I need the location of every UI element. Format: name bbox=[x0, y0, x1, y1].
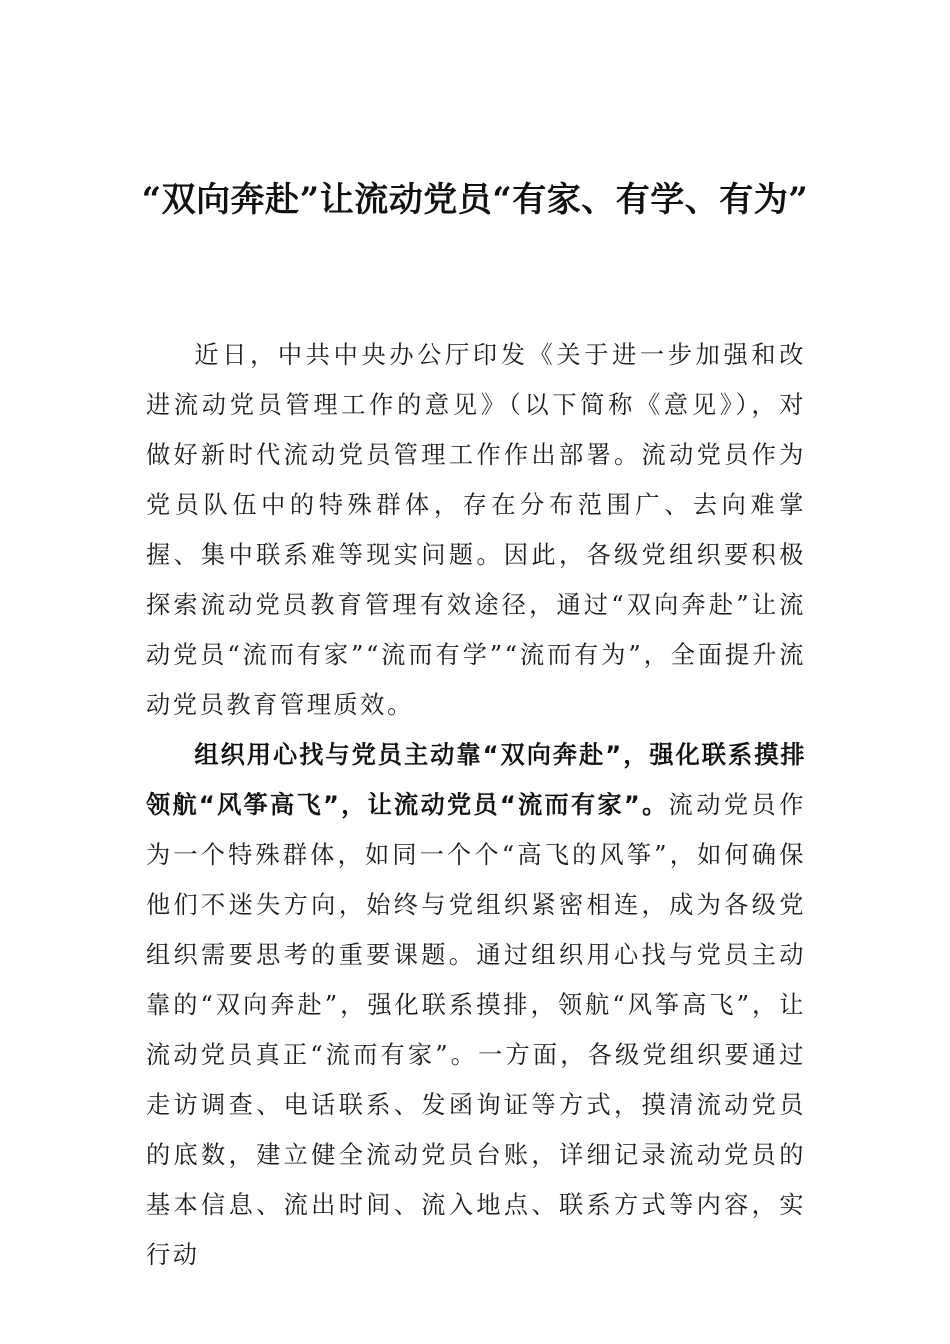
paragraph-section-one-lead: 组织用心找与党员主动靠“双向奔赴”，强化联系摸排领航“风筝高飞”，让流动党员“流而有家”。 bbox=[146, 741, 806, 819]
paragraph-section-one bbox=[146, 730, 806, 1280]
paragraph-intro bbox=[146, 330, 806, 730]
document-title: “双向奔赴”让流动党员“有家、有学、有为” bbox=[141, 180, 809, 220]
paragraph-section-one-text: 流动党员作为一个特殊群体，如同一个个“高飞的风筝”，如何确保他们不迷失方向，始终与党组织紧密相连，成为各级党组织需要思考的重要课题。通过组织用心找与党员主动靠的“双向奔赴”，强化联系摸排，领航“风筝高飞”，让流动党员真正“流而有家”。一方面，各级党组织要通过走访调查、电话联系、发函询证等方式，摸清流动党员的底数，建立健全流动党员台账，详细记录流动党员的基本信息、流出时间、流入地点、联系方式等内容，实行动 bbox=[146, 791, 806, 1269]
paragraph-intro-text: 近日，中共中央办公厅印发《关于进一步加强和改进流动党员管理工作的意见》（以下简称《意见》），对做好新时代流动党员管理工作作出部署。流动党员作为党员队伍中的特殊群体，存在分布范围广、去向难掌握、集中联系难等现实问题。因此，各级党组织要积极探索流动党员教育管理有效途径，通过“双向奔赴”让流动党员“流而有家”“流而有学”“流而有为”，全面提升流动党员教育管理质效。 bbox=[146, 341, 806, 719]
document-body bbox=[146, 330, 806, 1280]
